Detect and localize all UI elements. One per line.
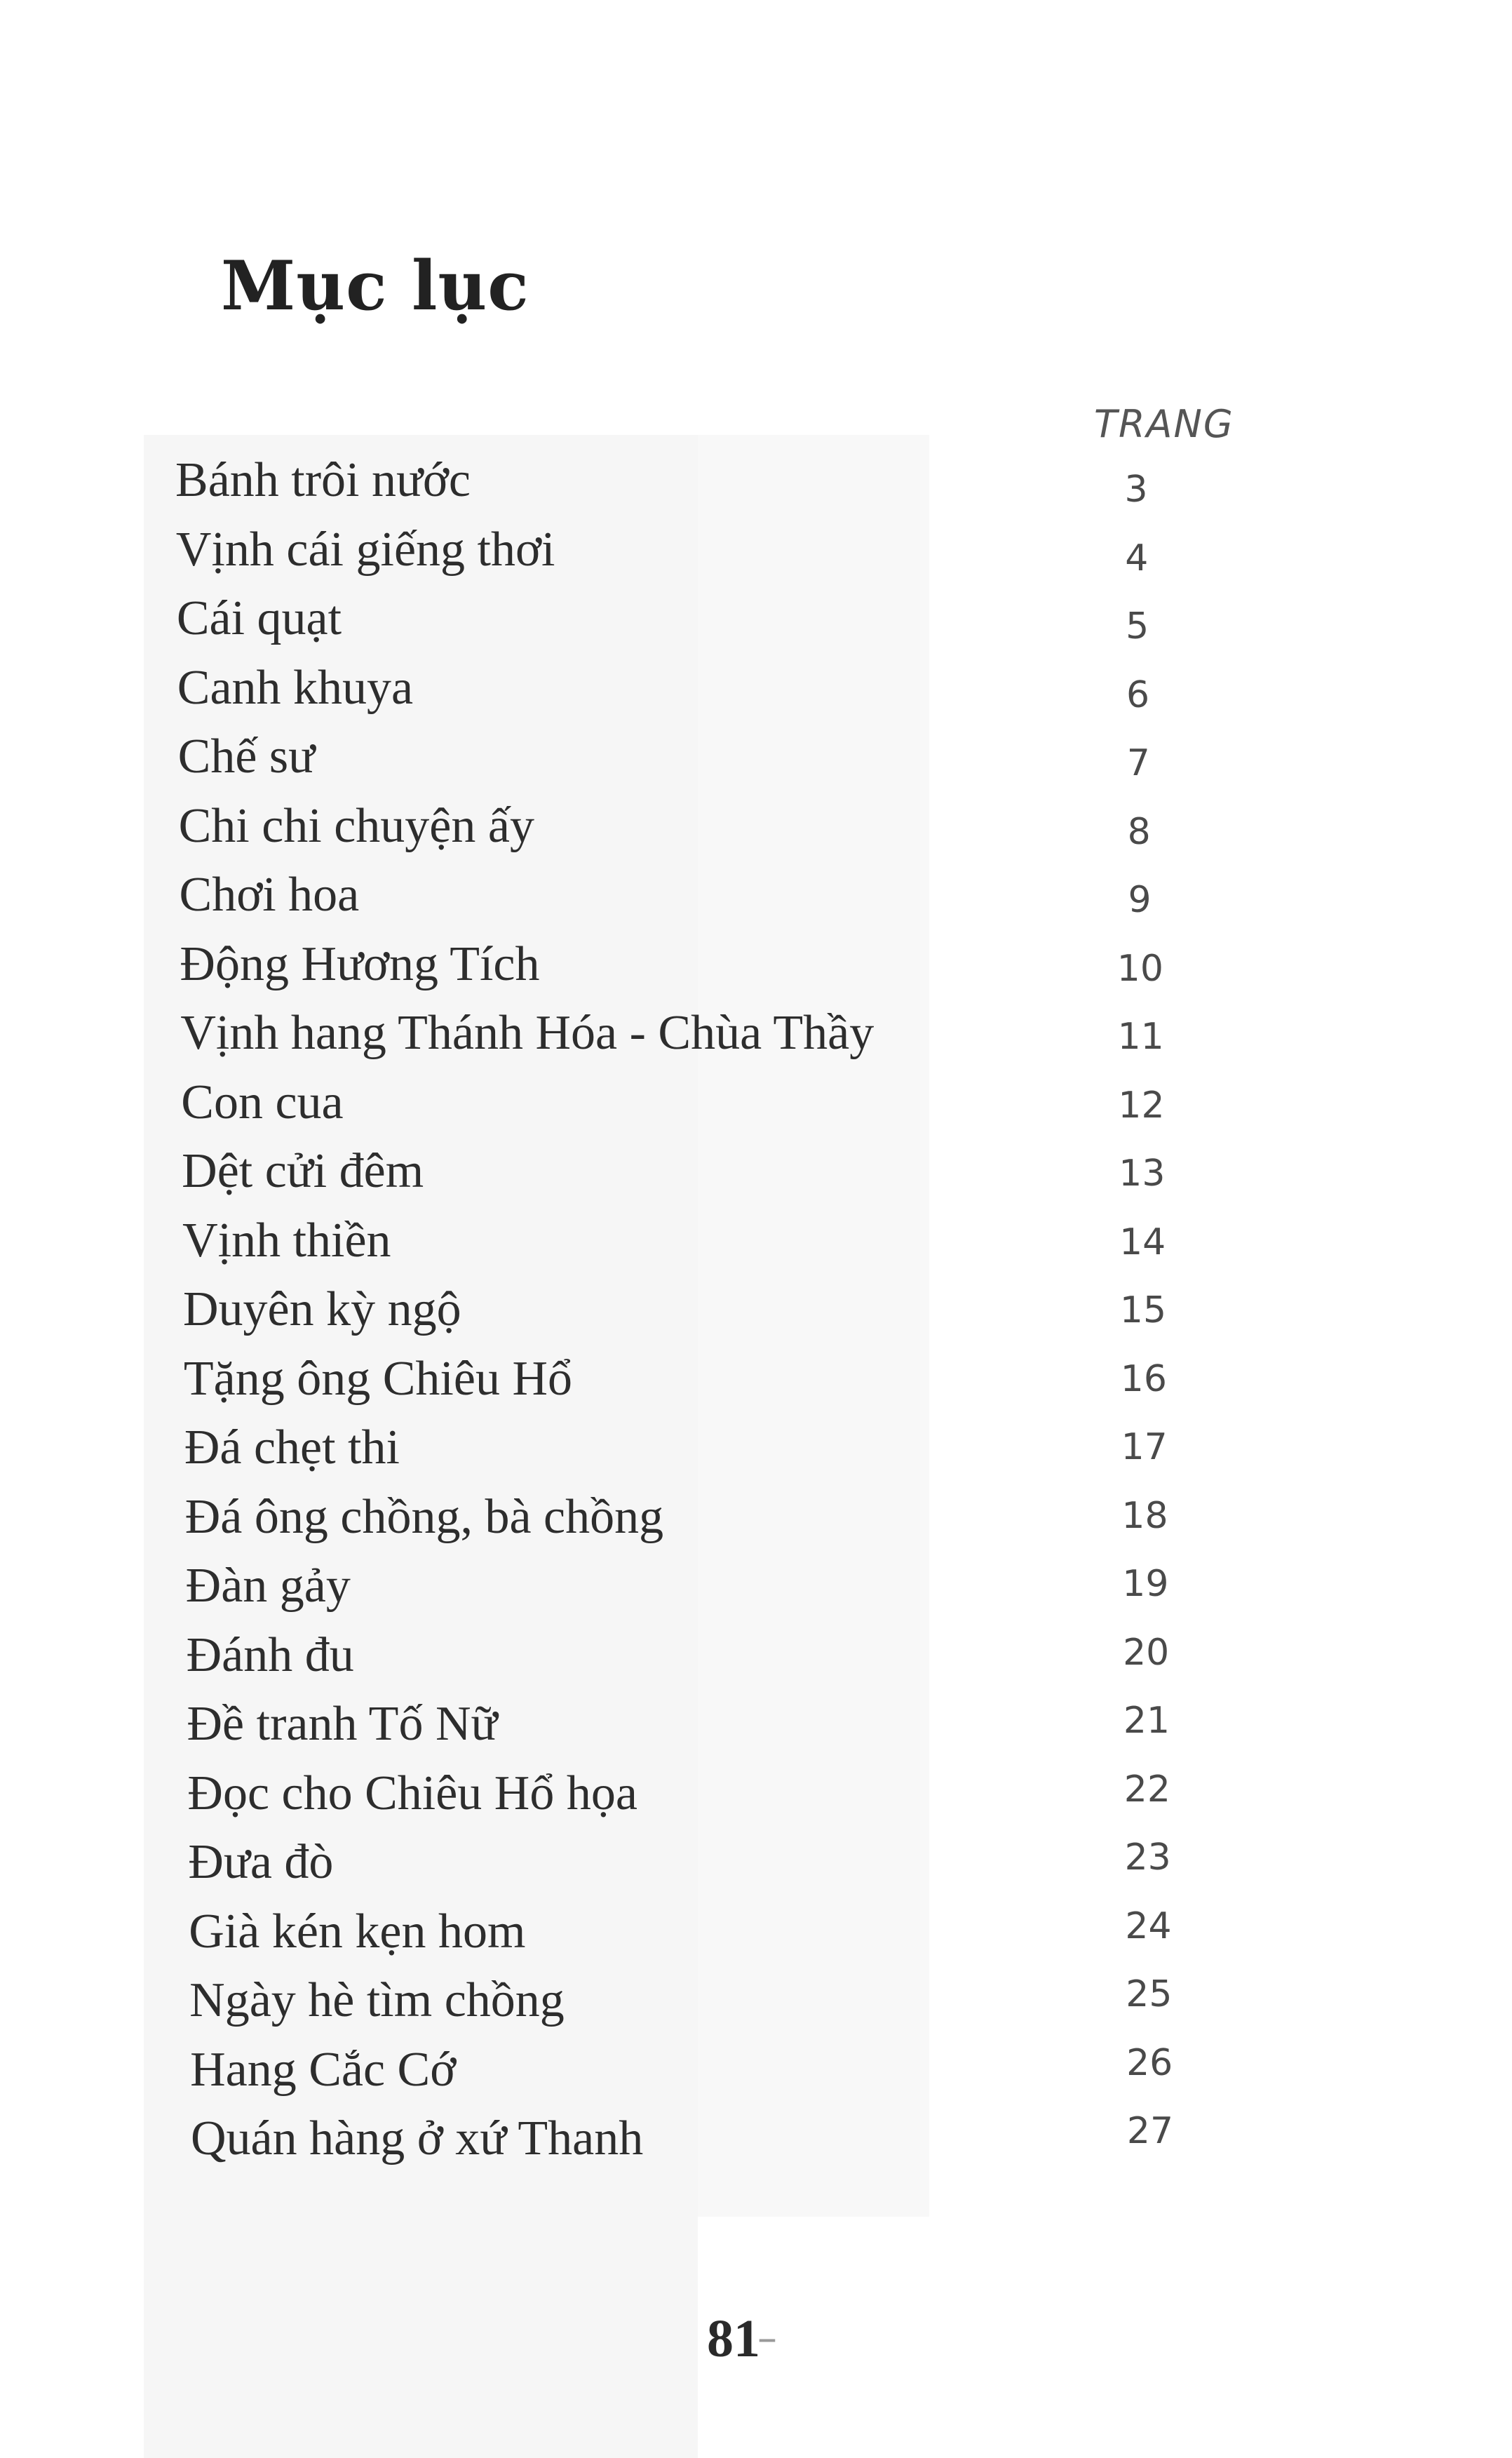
- toc-entry-title: Vịnh hang Thánh Hóa - Chùa Thầy: [180, 1006, 875, 1060]
- toc-entry-title: Đá chẹt thi: [184, 1421, 400, 1475]
- toc-entry-page: 27: [1126, 2110, 1174, 2152]
- toc-entry-page: 9: [1128, 879, 1152, 921]
- toc-entry-title: Tặng ông Chiêu Hổ: [183, 1351, 572, 1406]
- toc-entry-page: 5: [1126, 605, 1149, 647]
- page-number-dash: –: [757, 2316, 777, 2361]
- toc-entry-title: Đàn gảy: [185, 1559, 351, 1613]
- toc-entry-title: Chơi hoa: [179, 868, 360, 922]
- toc-entry-title: Vịnh cái giếng thơi: [175, 522, 555, 577]
- page-title: Mục lục: [221, 246, 529, 325]
- toc-entry-title: Đề tranh Tố Nữ: [187, 1697, 498, 1751]
- toc-entry-page: 10: [1116, 947, 1163, 990]
- toc-entry-title: Duyên kỳ ngộ: [183, 1282, 461, 1336]
- toc-entry-page: 7: [1126, 742, 1150, 784]
- toc-entry-page: 26: [1126, 2041, 1173, 2084]
- toc-entry-page: 23: [1124, 1836, 1171, 1879]
- toc-entry-page: 21: [1123, 1700, 1170, 1742]
- toc-entry-page: 18: [1121, 1494, 1168, 1537]
- toc-entry-page: 4: [1125, 537, 1149, 579]
- toc-entry-page: 15: [1119, 1289, 1167, 1331]
- toc-entry-title: Bánh trôi nước: [175, 453, 471, 507]
- toc-entry-page: 17: [1121, 1426, 1168, 1468]
- toc-entry-title: Vịnh thiền: [182, 1213, 391, 1268]
- toc-entry-page: 20: [1123, 1631, 1170, 1674]
- toc-entry-page: 3: [1124, 469, 1148, 511]
- toc-entry-page: 6: [1126, 673, 1150, 716]
- toc-entry-title: Hang Cắc Cớ: [190, 2042, 457, 2097]
- toc-entry-page: 13: [1119, 1153, 1166, 1195]
- toc-entry-title: Đá ông chồng, bà chồng: [184, 1489, 664, 1544]
- toc-entry-title: Ngày hè tìm chồng: [189, 1973, 565, 2027]
- toc-entry-title: Quán hàng ở xứ Thanh: [191, 2111, 644, 2165]
- toc-entry-title: Dệt cửi đêm: [182, 1144, 424, 1198]
- page-number: 81: [707, 2309, 760, 2368]
- toc-entry-title: Con cua: [181, 1075, 344, 1129]
- toc-entry-title: Cái quạt: [176, 591, 342, 645]
- toc-entry-title: Chế sư: [177, 730, 316, 784]
- toc-entry-page: 22: [1123, 1768, 1170, 1811]
- toc-entry-page: 14: [1119, 1221, 1166, 1263]
- toc-entry-page: 19: [1122, 1563, 1169, 1605]
- toc-entry-page: 25: [1126, 1973, 1173, 2015]
- toc-entry-title: Đưa đò: [188, 1835, 334, 1889]
- toc-entry-title: Chi chi chuyện ấy: [178, 798, 534, 853]
- toc-entry-title: Động Hương Tích: [180, 936, 540, 991]
- toc-entry-page: 24: [1125, 1905, 1172, 1947]
- toc-entry-page: 12: [1118, 1084, 1165, 1127]
- toc-entry-title: Già kén kẹn hom: [189, 1904, 526, 1959]
- toc-entry-title: Đọc cho Chiêu Hổ họa: [187, 1766, 637, 1820]
- page-column-header: TRANG: [1094, 402, 1234, 446]
- toc-entry-page: 11: [1117, 1016, 1164, 1058]
- toc-entry-page: 16: [1120, 1357, 1167, 1400]
- toc-entry-page: 8: [1127, 810, 1151, 853]
- toc-entry-title: Canh khuya: [177, 660, 414, 715]
- toc-entry-title: Đánh đu: [186, 1627, 354, 1682]
